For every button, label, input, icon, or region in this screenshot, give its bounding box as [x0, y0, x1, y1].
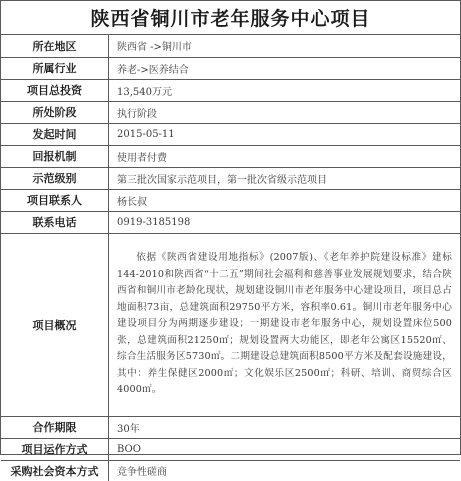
table-row	[1, 35, 460, 57]
row-value-procurement-method: 竞争性磋商	[117, 467, 167, 479]
project-info-table	[1, 35, 460, 481]
row-label-return-mechanism: 回报机制	[1, 145, 109, 167]
table-row	[1, 189, 460, 211]
row-value-overview: 依据《陕西省建设用地指标》(2007版)、《老年养护院建设标准》建标144-2010和陕西省“十二五”期间社会福利和慈善事业发展规划要求，结合陕西省和铜川市老龄化现状，规划建设铜川市老年服务中心建设项目，项目总占地面积73亩，总建筑面积29750平方米，容积率0.61。铜川市老年服务中心建设项目分为两期逐步建设；一期建设市老年服务中心，规划设置床位500张，总建筑面积21250㎡；规划设置两大功能区，即老年公寓区15520㎡、综合生活服务区5730㎡。二期建设总建筑面积8500平方米及配套设施建设，其中：养生保健区2000㎡；文化娱乐区2500㎡；科研、培训、商贸综合区4000㎡。	[109, 233, 461, 416]
row-value-operation-mode: BOO	[109, 438, 461, 460]
table-row	[1, 438, 460, 460]
table-row	[1, 101, 460, 123]
table-row	[1, 57, 460, 79]
row-value-demo-level: 第三批次国家示范项目，第一批次省级示范项目	[109, 167, 461, 189]
row-label-procurement-method: 采购社会资本方式	[1, 460, 109, 481]
table-row	[1, 79, 460, 101]
row-label-demo-level: 示范级别	[1, 167, 109, 189]
table-row	[1, 211, 460, 233]
row-label-contact-person: 项目联系人	[1, 189, 109, 211]
row-label-cooperation-term: 合作期限	[1, 416, 109, 438]
row-value-industry: 养老->医养结合	[109, 57, 461, 79]
row-value-investment: 13,540万元	[109, 79, 461, 101]
row-value-launch-date: 2015-05-11	[109, 123, 461, 145]
document-title: 陕西省铜川市老年服务中心项目	[1, 1, 460, 35]
table-row	[1, 460, 460, 481]
row-value-stage: 执行阶段	[109, 101, 461, 123]
row-label-investment: 项目总投资	[1, 79, 109, 101]
table-row	[1, 167, 460, 189]
row-value-cooperation-term: 30年	[109, 416, 461, 438]
table-row	[1, 145, 460, 167]
row-label-operation-mode: 项目运作方式	[1, 438, 109, 460]
row-label-overview: 项目概况	[1, 233, 109, 416]
row-label-region: 所在地区	[1, 35, 109, 57]
table-row	[1, 233, 460, 416]
table-row	[1, 123, 460, 145]
row-value-region: 陕西省 ->铜川市	[109, 35, 461, 57]
row-value-contact-person: 杨长叔	[109, 189, 461, 211]
row-label-phone: 联系电话	[1, 211, 109, 233]
row-value-phone: 0919-3185198	[109, 211, 461, 233]
row-label-stage: 所处阶段	[1, 101, 109, 123]
row-label-launch-date: 发起时间	[1, 123, 109, 145]
row-label-industry: 所属行业	[1, 57, 109, 79]
row-value-return-mechanism: 使用者付费	[109, 145, 461, 167]
table-row	[1, 416, 460, 438]
